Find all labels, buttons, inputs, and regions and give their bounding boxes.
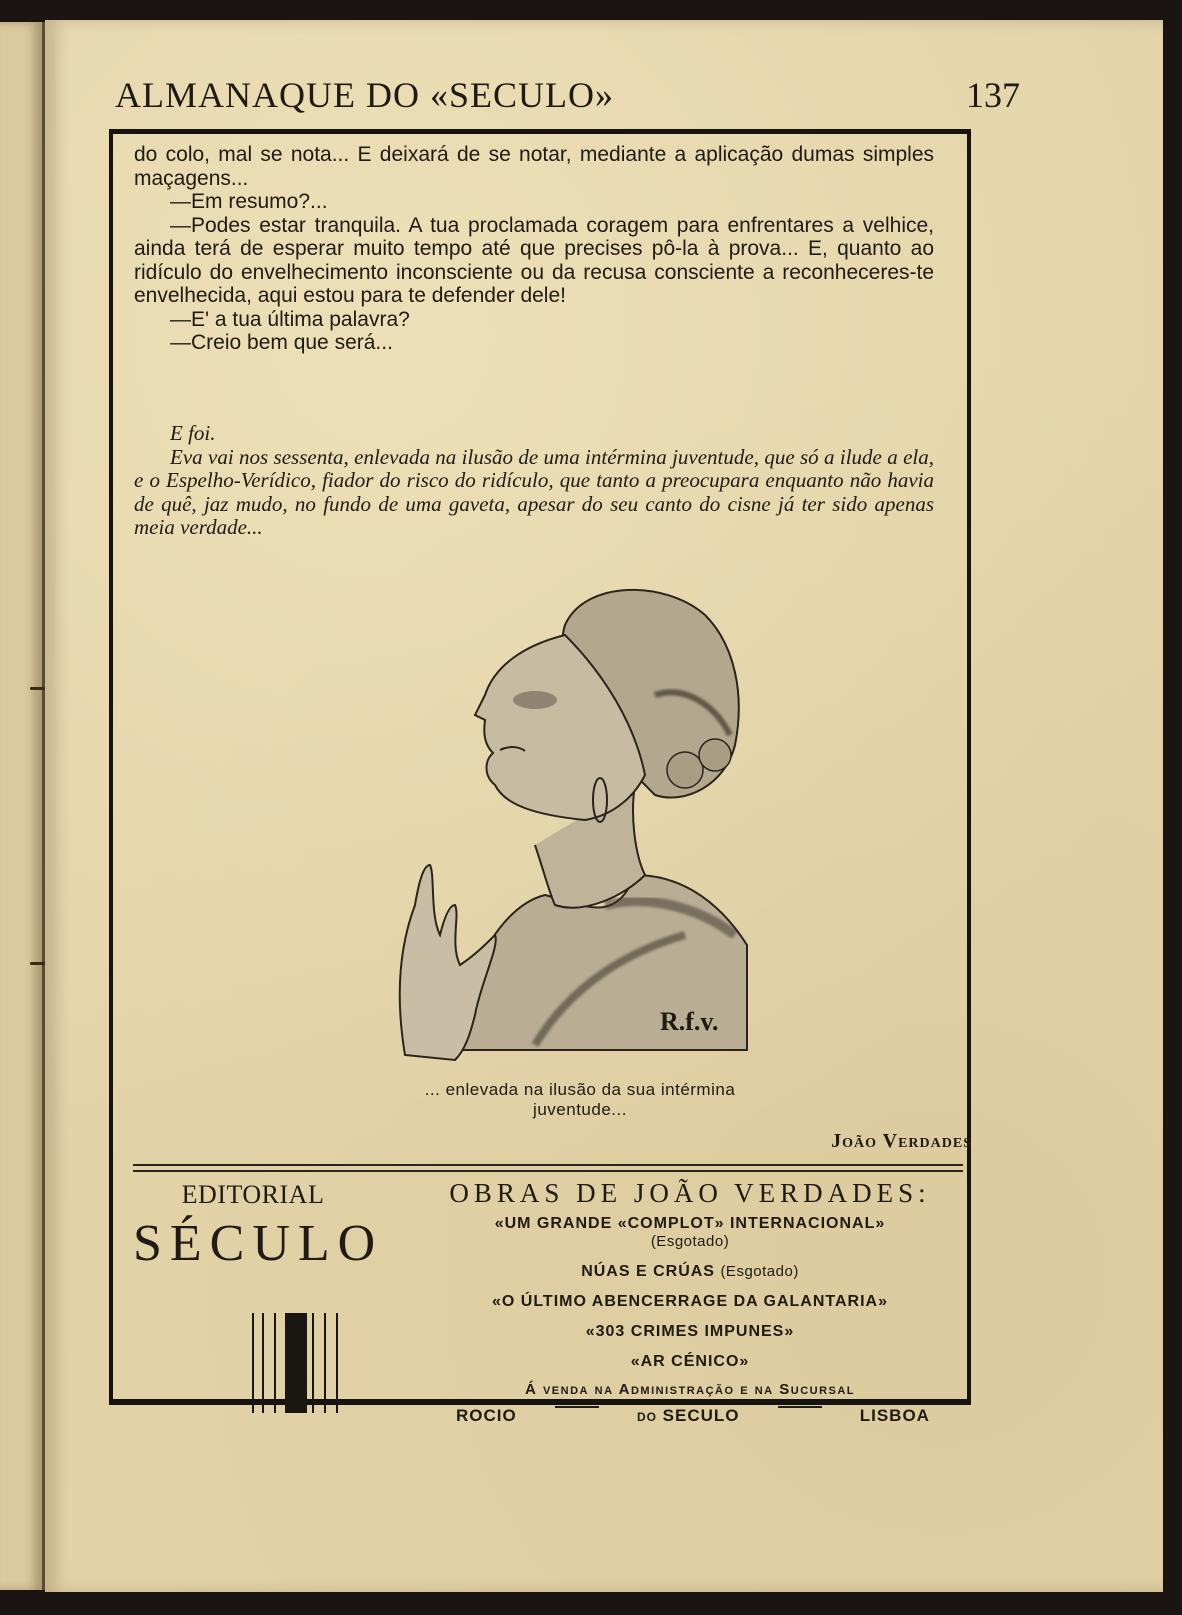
work-item xyxy=(400,1353,980,1371)
dialogue-line: —Creio bem que será... xyxy=(170,331,393,354)
dialogue-line: —Em resumo?... xyxy=(170,190,328,213)
illustration-caption xyxy=(300,1080,860,1120)
works-title: OBRAS DE JOÃO VERDADES: xyxy=(449,1178,931,1208)
divider-rule xyxy=(133,1170,963,1172)
author-signature: João Verdades xyxy=(831,1130,972,1152)
work-note: (Esgotado) xyxy=(650,1233,730,1250)
works-list xyxy=(400,1178,980,1426)
running-title: ALMANAQUE DO «SECULO» xyxy=(115,75,614,115)
divider-rule xyxy=(133,1164,963,1166)
running-head xyxy=(115,74,1020,124)
paragraph: do colo, mal se nota... E deixará de se notar, mediante a aplicação dumas simples maçagens... xyxy=(134,143,934,190)
dash-divider xyxy=(555,1406,599,1408)
work-item xyxy=(400,1293,980,1311)
work-title: «UM GRANDE «COMPLOT» INTERNACIONAL» xyxy=(494,1215,886,1232)
publisher-name: SÉCULO xyxy=(133,1215,384,1272)
publisher-label: EDITORIAL xyxy=(181,1180,325,1209)
work-item xyxy=(400,1215,980,1251)
publisher-block xyxy=(133,1180,384,1273)
address-middle: do SECULO xyxy=(636,1406,740,1425)
caption-line: juventude... xyxy=(533,1100,627,1119)
previous-page-edge xyxy=(0,22,45,1590)
work-title: «AR CÉNICO» xyxy=(630,1353,750,1370)
woman-profile-sketch-icon xyxy=(385,575,755,1065)
address-left: ROCIO xyxy=(456,1406,517,1425)
dash-divider xyxy=(778,1406,822,1408)
page-number: 137 xyxy=(966,75,1020,115)
address-line xyxy=(400,1406,980,1426)
work-item xyxy=(400,1263,980,1281)
caption-line: ... enlevada na ilusão da sua intérmina xyxy=(424,1080,736,1099)
work-title: NÚAS E CRÚAS xyxy=(581,1263,715,1280)
work-item xyxy=(400,1323,980,1341)
address-right: LISBOA xyxy=(859,1406,930,1425)
dialogue-line: —Podes estar tranquila. A tua proclamada coragem para enfrentares a velhice, ainda terá de esperar muito tempo até que precises pô-la à prova... E, quanto ao ridículo do envelhecimento inconsciente ou da recusa consciente a reconheceres-te envelhecida, aqui estou para te defender dele! xyxy=(134,213,934,307)
artist-signature: R.f.v. xyxy=(660,1007,719,1036)
work-title: «O ÚLTIMO ABENCERRAGE DA GALANTARIA» xyxy=(492,1293,888,1310)
sale-line: Á venda na Administração e na Sucursal xyxy=(524,1381,856,1398)
dialogue-line: —E' a tua última palavra? xyxy=(170,307,410,331)
body-text xyxy=(134,143,934,355)
italic-epilogue xyxy=(134,422,934,540)
publisher-logo-bars-icon xyxy=(252,1313,342,1413)
italic-paragraph: E foi. xyxy=(170,421,216,445)
italic-paragraph: Eva vai nos sessenta, enlevada na ilusão de uma intérmina juventude, que só a ilude a ela, e o Espelho-Verídico, fiador do risco do ridículo, que tanto a preocupara enquanto não havia de quê, jaz mudo, no fundo de uma gaveta, apesar do seu canto do cisne já ter sido apenas meia verdade... xyxy=(134,444,934,539)
work-note: (Esgotado) xyxy=(720,1263,799,1280)
illustration-woman-profile xyxy=(385,575,755,1065)
work-title: «303 CRIMES IMPUNES» xyxy=(585,1323,795,1340)
